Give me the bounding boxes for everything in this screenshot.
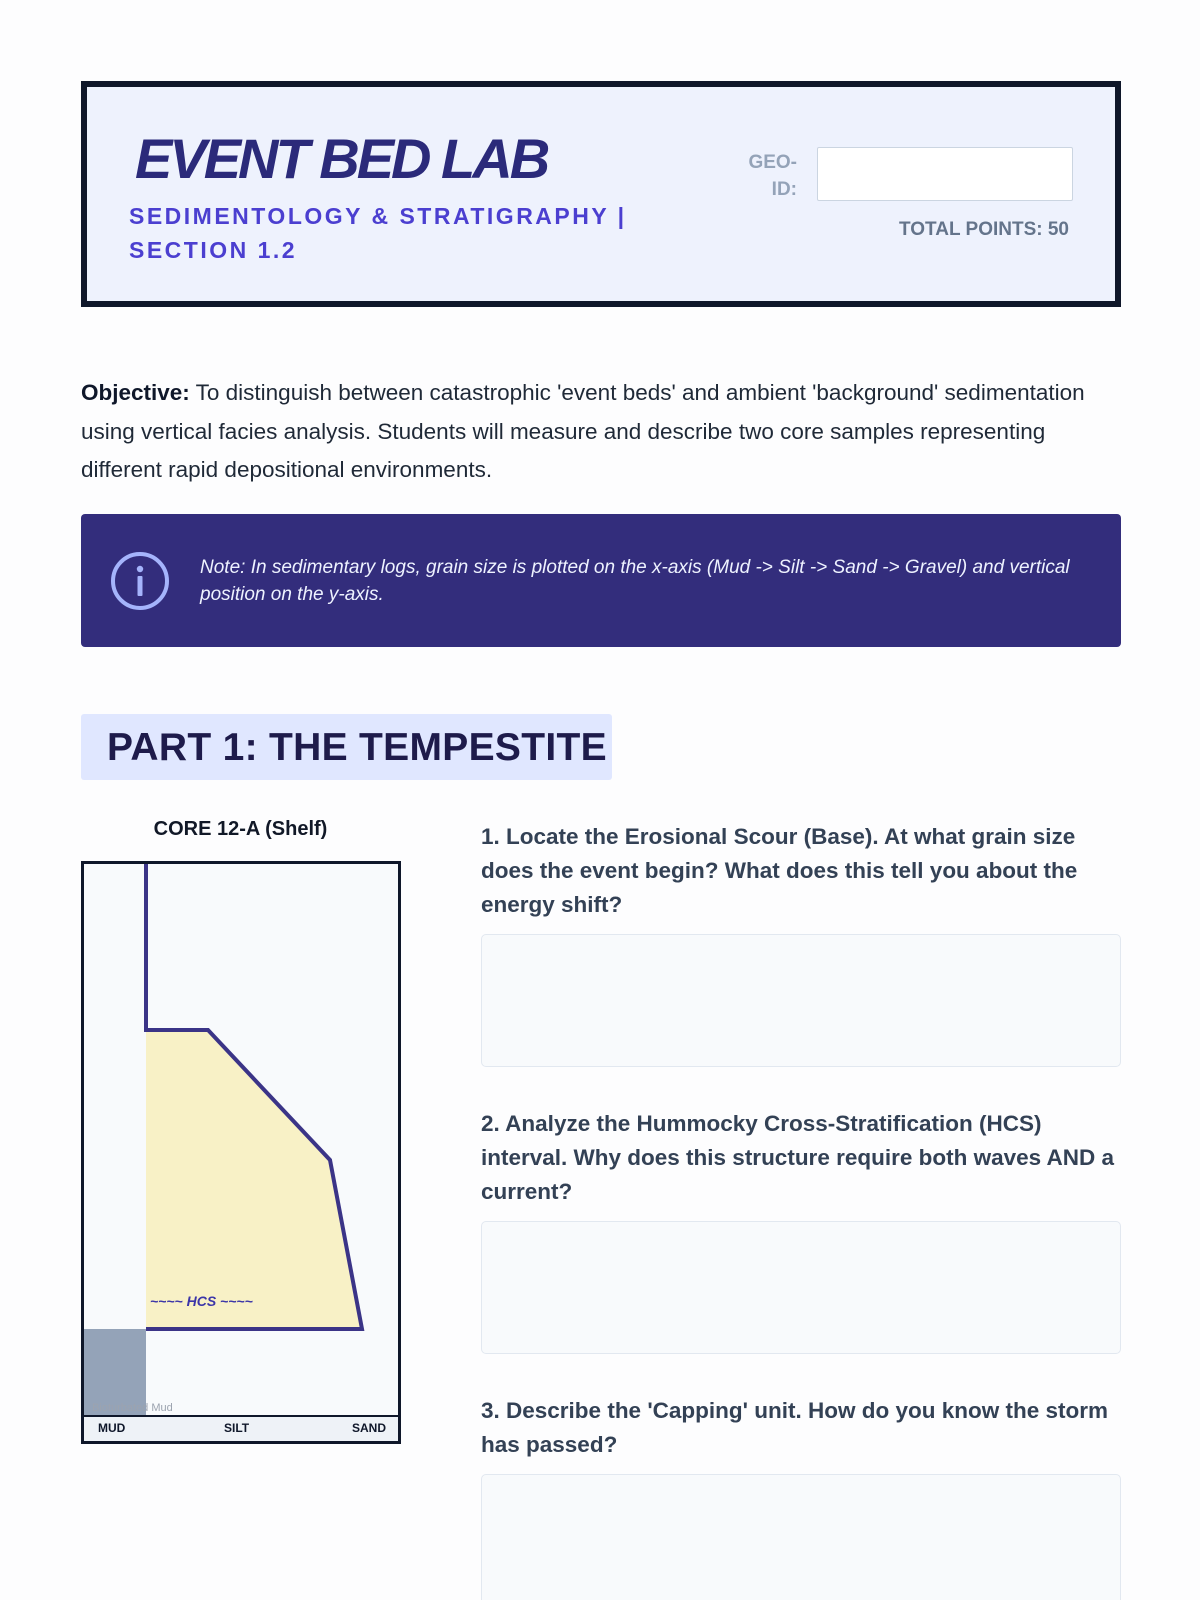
core-log bbox=[81, 861, 401, 1444]
question-3: 3. Describe the 'Capping' unit. How do you know the storm has passed? bbox=[481, 1398, 1109, 1457]
lab-title: EVENT BED LAB bbox=[135, 127, 548, 190]
part-1-heading bbox=[81, 714, 612, 780]
question-1: 1. Locate the Erosional Scour (Base). At what grain size does the event begin? What does this tell you about the energy shift? bbox=[481, 824, 1078, 917]
answer-box-1[interactable] bbox=[481, 934, 1121, 1067]
part-1-heading-text: PART 1: THE TEMPESTITE bbox=[107, 726, 607, 769]
objective-paragraph bbox=[81, 374, 1121, 490]
answer-box-3[interactable] bbox=[481, 1474, 1121, 1600]
answer-box-2[interactable] bbox=[481, 1221, 1121, 1354]
core-log-drawing bbox=[84, 864, 398, 1441]
question-2: 2. Analyze the Hummocky Cross-Stratification (HCS) interval. Why does this structure require both waves AND a current? bbox=[481, 1111, 1115, 1204]
geo-id-input[interactable] bbox=[817, 147, 1073, 201]
grain-size-axis bbox=[84, 1415, 398, 1441]
axis-label-mud: MUD bbox=[98, 1421, 126, 1435]
hcs-label: ~~~~ HCS ~~~~ bbox=[150, 1293, 253, 1309]
axis-label-silt: SILT bbox=[224, 1421, 250, 1435]
worksheet-header bbox=[81, 81, 1121, 307]
info-icon bbox=[109, 550, 171, 612]
total-points: TOTAL POINTS: 50 bbox=[899, 219, 1069, 240]
sand-event-bed bbox=[146, 1030, 362, 1329]
mud-unit-label: Bioturbated Mud bbox=[92, 1402, 173, 1414]
note-text: Note: In sedimentary logs, grain size is plotted on the x-axis (Mud -> Silt -> Sand -> Gravel) and vertical position on the y-axis. bbox=[200, 557, 1070, 605]
objective-text: To distinguish between catastrophic 'event beds' and ambient 'background' sedimentation using vertical facies analysis. Students will measure and describe two core samples representing different rapid depositional environments. bbox=[81, 380, 1085, 482]
geo-id-label: GEO-ID: bbox=[748, 152, 797, 200]
objective-label: Objective: bbox=[81, 380, 190, 405]
axis-label-sand: SAND bbox=[351, 1421, 386, 1435]
lab-subtitle: SEDIMENTOLOGY & STRATIGRAPHY | SECTION 1.2 bbox=[129, 203, 627, 263]
note-callout bbox=[81, 514, 1121, 647]
core-title: CORE 12-A (Shelf) bbox=[153, 818, 328, 840]
